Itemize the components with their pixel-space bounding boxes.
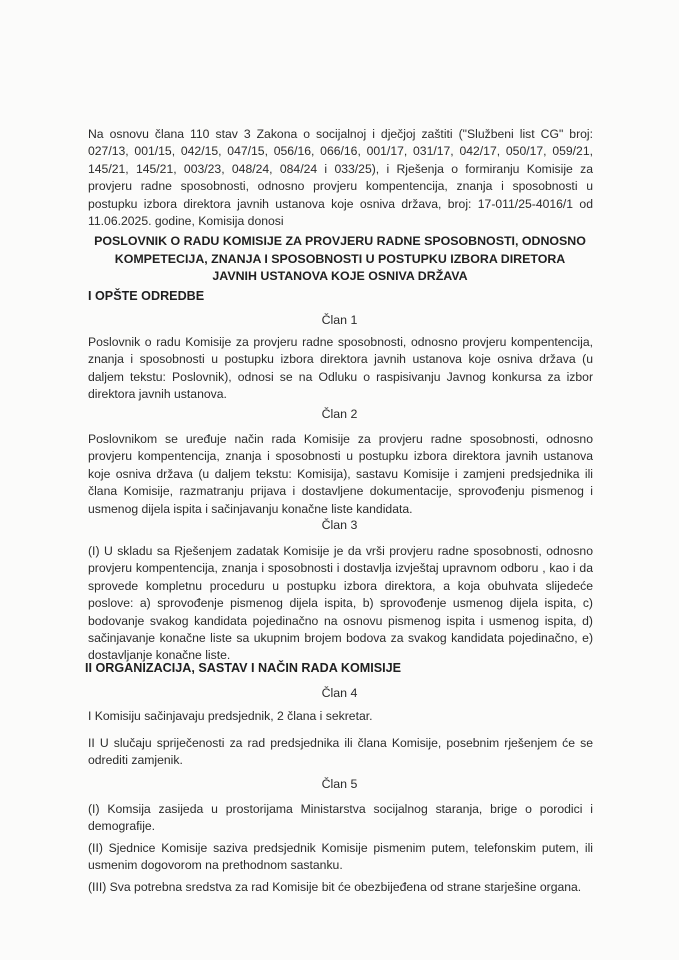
article-3-label: Član 3 — [321, 518, 358, 532]
document-title: POSLOVNIK O RADU KOMISIJE ZA PROVJERU RADNE SPOSOBNOSTI, ODNOSNO KOMPETECIJA, ZNANJA I SPOSOBNOSTI U POSTUPKU IZBORA DIRETORA JAVNIH USTANOVA KOJE OSNIVA DRŽAVA — [94, 234, 586, 284]
section-heading-2: II ORGANIZACIJA, SASTAV I NAČIN RADA KOMISIJE — [85, 661, 402, 675]
article-5-label: Član 5 — [321, 777, 358, 791]
article-5-paragraph-3: (III) Sva potrebna sredstva za rad Komisije bit će obezbijeđena od strane starješine organa. — [88, 880, 582, 894]
article-2-label: Član 2 — [321, 407, 358, 421]
article-4-label: Član 4 — [321, 686, 358, 700]
article-5-paragraph-2: (II) Sjednice Komisije saziva predsjednik Komisije pismenim putem, telefonskim putem, ili usmenim dogovorom na prethodnom sastanku. — [88, 841, 593, 873]
article-4-paragraph-2: II U slučaju spriječenosti za rad predsjednika ili člana Komisije, posebnim rješenjem će se odrediti zamjenik. — [88, 736, 593, 768]
article-5-paragraph-1: (I) Komsija zasijeda u prostorijama Ministarstva socijalnog staranja, brige o porodici i demografije. — [88, 802, 593, 834]
article-2-paragraph: Poslovnikom se uređuje način rada Komisije za provjeru radne sposobnosti, odnosno provjeru kompentencija, znanja i sposobnosti u postupku izbora direktora javnih ustanova koje osniva država (u daljem tekstu: Komisija), sastavu Komisije i zamjeni predsjednika ili člana Komisije, razmatranju prijava i dostavljene dokumentacije, sprovođenju pismenog i usmenog dijela ispita i sačinjavanju konačne liste kandidata. — [88, 432, 593, 516]
article-1-label: Član 1 — [321, 313, 358, 327]
intro-paragraph: Na osnovu člana 110 stav 3 Zakona o socijalnoj i dječjoj zaštiti ("Službeni list CG" broj: 027/13, 001/15, 042/15, 047/15, 056/16, 066/16, 001/17, 031/17, 042/17, 050/17, 059/21, 145/21, 145/21, 003/23, 048/24, 084/24 i 033/25), i Rješenja o formiranju Komisije za provjeru radne sposobnosti, odnosno provjeru kompentencija, znanja i sposobnosti u postupku izbora direktora javnih ustanova koje osniva država, broj: 17-011/25-4016/1 od 11.06.2025. godine, Komisija donosi — [88, 127, 593, 229]
article-4-paragraph-1: I Komisiju sačinjavaju predsjednik, 2 člana i sekretar. — [88, 709, 373, 723]
article-3-paragraph: (I) U skladu sa Rješenjem zadatak Komisije je da vrši provjeru radne sposobnosti, odnosno provjeru kompentencija, znanja i sposobnosti i dostavlja izvještaj upravnom odboru , kao i da sprovede kompletnu proceduru u postupku izbora direktora, a koja obuhvata slijedeće poslove: a) sprovođenje pismenog dijela ispita, b) sprovođenje usmenog dijela ispita, c) bodovanje svakog kandidata pojedinačno na osnovu pismenog ispita i usmenog ispita, d) sačinjavanje konačne liste sa ukupnim brojem bodova za svakog kandidata pojedinačno, e) dostavljanje konačne liste. — [88, 544, 593, 663]
section-heading-1: I OPŠTE ODREDBE — [88, 289, 205, 303]
article-1-paragraph: Poslovnik o radu Komisije za provjeru radne sposobnosti, odnosno provjeru kompentencija, znanja i sposobnosti u postupku izbora direktora javnih ustanova koje osniva država (u daljem tekstu: Poslovnik), odnosi se na Odluku o raspisivanju Javnog konkursa za izbor direktora javnih ustanova. — [88, 335, 593, 402]
